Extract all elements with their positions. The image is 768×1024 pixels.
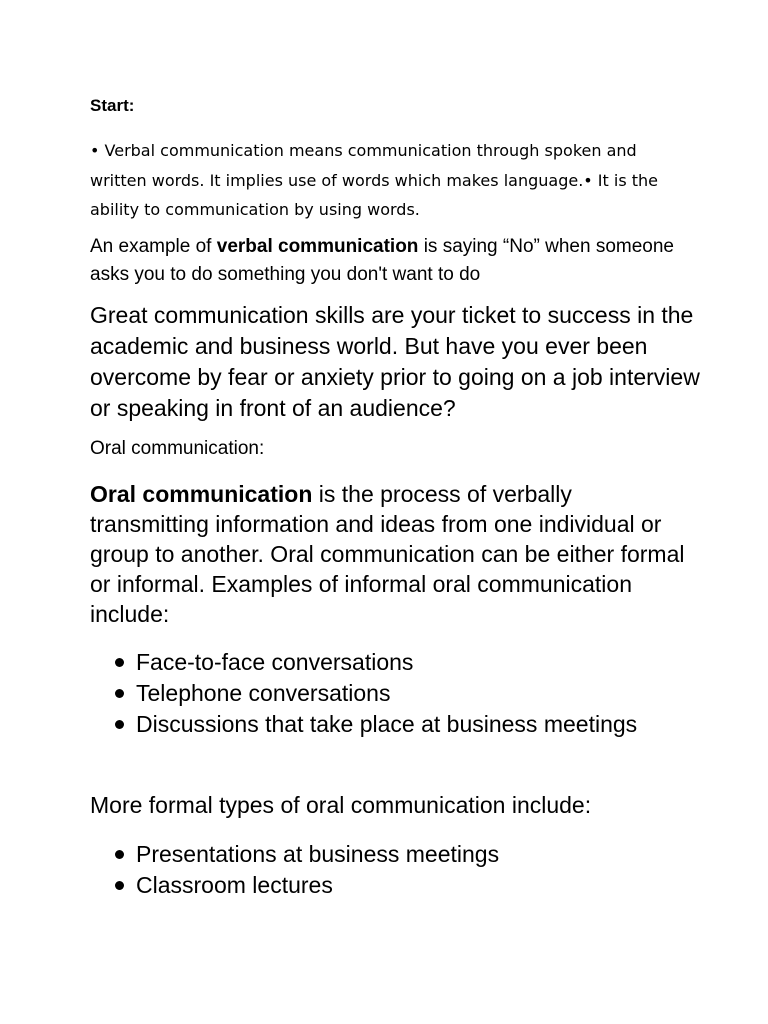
list-item-text: Telephone conversations bbox=[136, 680, 391, 706]
oral-communication-heading: Oral communication: bbox=[90, 438, 265, 459]
communication-skills-paragraph: Great communication skills are your ticket to success in the academic and business world. But have you ever been overcome by fear or anxiety prior to going on a job interview or speaking in front of an audience? bbox=[90, 302, 700, 421]
list-item-text: Presentations at business meetings bbox=[136, 841, 500, 867]
list-item-text: Classroom lectures bbox=[136, 872, 333, 898]
example-bold-term: verbal communication bbox=[216, 236, 419, 257]
oral-definition-text: is the process of verbally transmitting information and ideas from one individual or group to another. Oral communication can be either formal or informal. Examples of informal oral communication include: bbox=[90, 481, 685, 627]
bullet-icon bbox=[115, 720, 124, 729]
list-item bbox=[90, 647, 690, 678]
oral-bold-term: Oral communication bbox=[90, 481, 313, 507]
example-text-end: is saying “No” when someone asks you to do something you don't want to do bbox=[90, 236, 674, 285]
start-heading: Start: bbox=[90, 96, 135, 115]
bullet-icon bbox=[115, 881, 124, 890]
formal-examples-list bbox=[90, 839, 690, 901]
oral-communication-paragraph bbox=[90, 479, 690, 629]
list-item-text: Face-to-face conversations bbox=[136, 649, 414, 675]
list-item bbox=[90, 709, 690, 740]
informal-examples-list bbox=[90, 647, 690, 740]
bullet-icon bbox=[115, 850, 124, 859]
formal-types-intro: More formal types of oral communication include: bbox=[90, 792, 592, 818]
bullet-icon bbox=[115, 689, 124, 698]
list-item bbox=[90, 678, 690, 709]
verbal-example-paragraph bbox=[90, 233, 690, 288]
example-text-start: An example of bbox=[90, 236, 217, 257]
list-item bbox=[90, 839, 690, 870]
list-item bbox=[90, 870, 690, 901]
bullet-icon bbox=[115, 658, 124, 667]
list-item-text: Discussions that take place at business meetings bbox=[136, 711, 638, 737]
verbal-communication-paragraph: • Verbal communication means communication through spoken and written words. It implies use of words which makes language.• It is the ability to communication by using words. bbox=[90, 141, 658, 219]
